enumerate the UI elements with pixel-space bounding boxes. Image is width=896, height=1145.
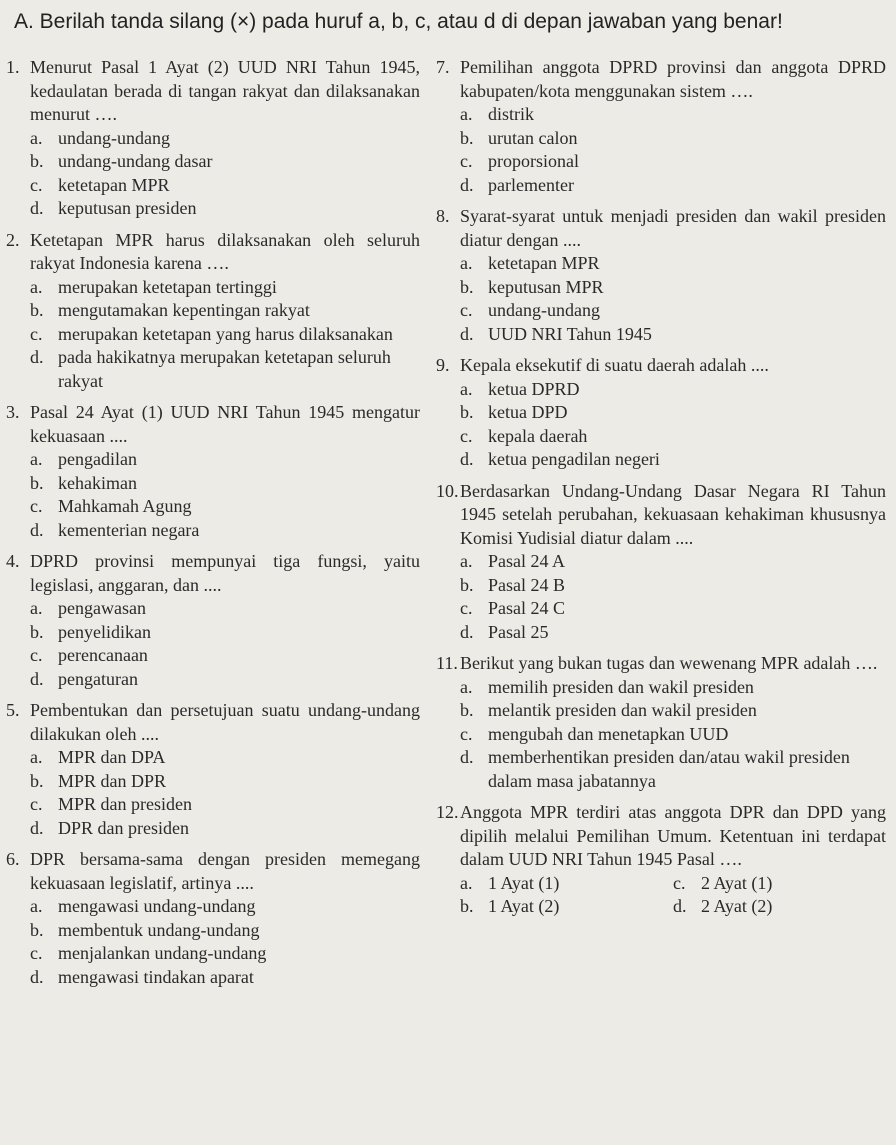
question-6 [6,848,420,989]
option-text: ketetapan MPR [488,253,600,273]
option-text: MPR dan presiden [58,794,192,814]
question-8 [436,205,886,346]
option-a[interactable] [6,895,420,919]
option-d[interactable] [6,966,420,990]
option-text: pengawasan [58,598,146,618]
option-c[interactable] [6,644,420,668]
option-letter: d. [30,966,44,987]
option-text: perencanaan [58,645,148,665]
option-d[interactable] [436,174,886,198]
option-letter: a. [460,253,473,273]
question-5 [6,699,420,840]
option-letter: a. [30,747,43,767]
option-d[interactable] [436,621,886,645]
option-text: undang-undang [58,127,170,148]
option-text: merupakan ketetapan yang harus dilaksanakan [58,323,393,344]
option-letter: d. [30,347,44,367]
option-letter: b. [460,276,474,297]
option-text: 2 Ayat (2) [701,896,773,916]
option-letter: b. [30,919,44,940]
option-c[interactable] [436,425,886,449]
option-letter: d. [460,621,474,642]
option-d[interactable] [436,323,886,347]
option-letter: a. [30,276,43,297]
question-9 [436,354,886,472]
question-number: 7. [436,57,450,77]
question-text: Berdasarkan Undang-Undang Dasar Negara RI Tahun 1945 setelah perubahan, kekuasaan kehakiman khususnya Komisi Yudisial diatur dalam .... [460,480,886,548]
option-letter: a. [460,676,473,697]
option-text: distrik [488,104,535,124]
option-text: undang-undang dasar [58,151,213,171]
option-letter: c. [30,943,43,963]
option-d[interactable] [6,817,420,841]
option-letter: d. [460,323,474,344]
option-text: 1 Ayat (2) [488,896,560,916]
question-text: Menurut Pasal 1 Ayat (2) UUD NRI Tahun 1945, kedaulatan berada di tangan rakyat dan dilaksanakan menurut …. [30,57,420,124]
option-a[interactable] [436,676,886,700]
option-c[interactable] [436,299,886,323]
question-number: 2. [6,229,20,250]
option-letter: c. [460,151,473,171]
option-letter: a. [30,127,43,148]
option-letter: b. [460,127,474,148]
option-letter: c. [30,174,43,195]
option-text: proporsional [488,151,579,171]
option-text: parlementer [488,174,574,195]
option-text: kehakiman [58,472,137,493]
option-letter: b. [30,151,44,171]
option-text: ketua DPRD [488,378,580,399]
right-column [436,56,886,927]
question-text: Kepala eksekutif di suatu daerah adalah .... [460,355,769,375]
option-a[interactable] [436,252,886,276]
question-3 [6,401,420,542]
option-letter: a. [460,551,473,571]
question-text: Pembentukan dan persetujuan suatu undang-undang dilakukan oleh .... [30,700,420,744]
option-letter: d. [460,174,474,195]
option-b[interactable] [436,127,886,151]
option-letter: c. [30,323,43,344]
option-d[interactable] [6,197,420,221]
option-letter: a. [460,872,473,893]
option-c[interactable] [6,323,420,347]
question-text: Anggota MPR terdiri atas anggota DPR dan DPD yang dipilih melalui Pemilihan Umum. Ketentuan ini terdapat dalam UUD NRI Tahun 1945 Pasal …. [460,802,886,869]
option-a[interactable] [6,597,420,621]
option-text: urutan calon [488,127,578,148]
question-number: 8. [436,206,450,226]
option-letter: d. [30,817,44,838]
option-letter: c. [30,496,43,516]
option-letter: b. [30,621,44,642]
question-number: 4. [6,551,20,571]
option-text: 2 Ayat (1) [701,872,773,893]
option-text: pengadilan [58,449,137,469]
option-b[interactable] [436,276,886,300]
option-letter: a. [460,104,473,124]
option-letter: c. [460,300,473,320]
option-text: Pasal 24 A [488,551,566,571]
option-b[interactable] [436,401,886,425]
question-text: Pasal 24 Ayat (1) UUD NRI Tahun 1945 mengatur kekuasaan .... [30,402,420,446]
option-text: pada hakikatnya merupakan ketetapan seluruh rakyat [58,347,391,391]
option-b[interactable] [460,895,673,919]
option-b[interactable] [6,770,420,794]
instruction-heading: A. Berilah tanda silang (×) pada huruf a, b, c, atau d di depan jawaban yang benar! [14,10,783,33]
option-c[interactable] [6,942,420,966]
option-a[interactable] [460,872,673,896]
option-text: membentuk undang-undang [58,919,260,940]
question-number: 9. [436,355,450,375]
option-letter: d. [460,747,474,767]
option-text: mengutamakan kepentingan rakyat [58,300,310,320]
option-text: MPR dan DPA [58,747,166,767]
option-text: merupakan ketetapan tertinggi [58,276,277,297]
option-c[interactable] [436,723,886,747]
option-text: undang-undang [488,300,600,320]
option-text: melantik presiden dan wakil presiden [488,700,757,720]
option-b[interactable] [436,699,886,723]
option-text: MPR dan DPR [58,770,167,791]
question-number: 10. [436,480,459,501]
option-text: pengaturan [58,668,138,689]
option-grid [436,872,886,919]
option-b[interactable] [6,299,420,323]
option-letter: a. [30,598,43,618]
question-2 [6,229,420,394]
option-text: Mahkamah Agung [58,496,192,516]
option-letter: a. [460,378,473,399]
option-d[interactable] [436,746,886,793]
option-d[interactable] [6,668,420,692]
option-text: mengubah dan menetapkan UUD [488,723,729,744]
option-letter: b. [460,700,474,720]
left-column [6,56,420,997]
option-text: 1 Ayat (1) [488,872,560,893]
option-text: Pasal 24 C [488,598,566,618]
option-letter: c. [30,794,43,814]
question-1 [6,56,420,221]
option-letter: d. [30,198,44,218]
question-number: 3. [6,402,20,422]
option-letter: b. [30,300,44,320]
question-10 [436,480,886,645]
question-text: DPRD provinsi mempunyai tiga fungsi, yaitu legislasi, anggaran, dan .... [30,551,420,595]
option-text: mengawasi tindakan aparat [58,966,254,987]
question-text: Berikut yang bukan tugas dan wewenang MPR adalah …. [460,653,878,673]
option-letter: a. [30,449,43,469]
option-a[interactable] [6,746,420,770]
option-b[interactable] [436,574,886,598]
option-text: Pasal 25 [488,621,549,642]
option-d[interactable] [6,519,420,543]
question-12 [436,801,886,919]
option-b[interactable] [6,472,420,496]
option-letter: d. [460,449,474,469]
option-text: keputusan MPR [488,276,604,297]
option-c[interactable] [6,793,420,817]
option-b[interactable] [6,919,420,943]
question-4 [6,550,420,691]
option-d[interactable] [436,448,886,472]
question-11 [436,652,886,793]
option-a[interactable] [6,127,420,151]
option-text: keputusan presiden [58,198,197,218]
question-text: Pemilihan anggota DPRD provinsi dan anggota DPRD kabupaten/kota menggunakan sistem …. [460,57,886,101]
option-letter: b. [30,472,44,493]
question-7 [436,56,886,197]
option-letter: c. [673,872,686,893]
option-letter: b. [460,402,474,422]
option-text: UUD NRI Tahun 1945 [488,323,652,344]
option-text: memilih presiden dan wakil presiden [488,676,754,697]
option-c[interactable] [6,495,420,519]
option-d[interactable] [6,346,420,393]
option-text: menjalankan undang-undang [58,943,267,963]
question-number: 6. [6,849,20,869]
option-text: kementerian negara [58,519,200,540]
option-a[interactable] [436,103,886,127]
question-text: DPR bersama-sama dengan presiden memegang kekuasaan legislatif, artinya .... [30,849,420,893]
option-a[interactable] [436,550,886,574]
question-number: 5. [6,700,20,720]
option-text: mengawasi undang-undang [58,896,256,916]
option-text: ketetapan MPR [58,174,170,195]
option-c[interactable] [436,150,886,174]
question-text: Ketetapan MPR harus dilaksanakan oleh seluruh rakyat Indonesia karena …. [30,229,420,273]
option-letter: c. [460,598,473,618]
option-letter: b. [30,770,44,791]
option-letter: c. [30,645,43,665]
option-a[interactable] [436,378,886,402]
option-letter: d. [673,896,687,916]
option-letter: c. [460,425,473,446]
option-letter: d. [30,668,44,689]
option-letter: d. [30,519,44,540]
question-number: 1. [6,57,20,77]
option-a[interactable] [6,448,420,472]
option-b[interactable] [6,150,420,174]
option-text: Pasal 24 B [488,574,566,595]
question-text: Syarat-syarat untuk menjadi presiden dan wakil presiden diatur dengan .... [460,206,886,250]
option-d[interactable] [673,895,886,919]
option-a[interactable] [6,276,420,300]
option-c[interactable] [673,872,886,896]
option-text: memberhentikan presiden dan/atau wakil presiden dalam masa jabatannya [488,747,850,791]
option-letter: a. [30,896,43,916]
option-text: ketua pengadilan negeri [488,449,660,469]
option-text: DPR dan presiden [58,817,189,838]
option-letter: c. [460,723,473,744]
option-letter: b. [460,896,474,916]
option-letter: b. [460,574,474,595]
option-text: ketua DPD [488,402,568,422]
question-number: 12. [436,802,459,822]
option-b[interactable] [6,621,420,645]
question-number: 11. [436,653,458,673]
option-text: penyelidikan [58,621,151,642]
option-c[interactable] [436,597,886,621]
option-text: kepala daerah [488,425,588,446]
option-c[interactable] [6,174,420,198]
